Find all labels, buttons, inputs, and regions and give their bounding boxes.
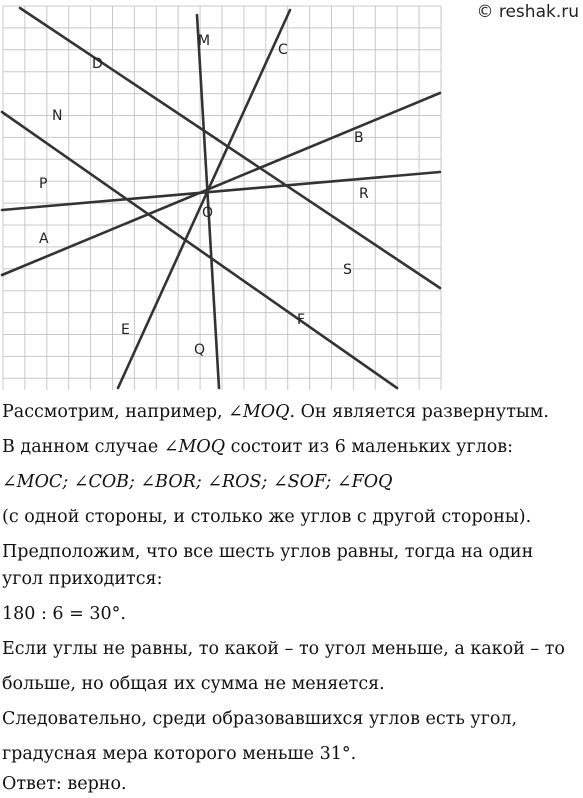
label-R: R — [359, 186, 369, 202]
label-P: P — [39, 176, 48, 192]
text-line-11: градусная мера которого меньше 31°. — [2, 744, 357, 764]
text-line-4: (с одной стороны, и столько же углов с другой стороны). — [2, 507, 532, 527]
rays — [2, 8, 440, 388]
text-line-5: Предположим, что все шесть углов равны, тогда на один — [2, 542, 534, 562]
line-B-A — [2, 93, 440, 275]
label-F: F — [297, 312, 306, 328]
text-line-2: В данном случае ∠MOQ состоит из 6 маленьких углов: — [2, 437, 513, 457]
label-D: D — [92, 56, 103, 72]
text-line-3: ∠MOC; ∠COB; ∠BOR; ∠ROS; ∠SOF; ∠FOQ — [2, 472, 393, 492]
label-O: O — [202, 205, 214, 221]
label-E: E — [121, 322, 130, 338]
site-watermark: © reshak.ru — [476, 2, 579, 22]
label-B: B — [354, 130, 364, 146]
line-R-P — [2, 172, 440, 210]
text-line-8: Если углы не равны, то какой – то угол меньше, а какой – то — [2, 639, 565, 659]
grid — [3, 6, 441, 390]
label-A: A — [39, 231, 49, 247]
text-line-9: больше, но общая их сумма не меняется. — [2, 674, 385, 694]
label-N: N — [52, 108, 63, 124]
label-Q: Q — [194, 342, 206, 358]
label-C: C — [278, 42, 288, 58]
text-line-10: Следовательно, среди образовавшихся углов есть угол, — [2, 709, 518, 729]
text-line-1: Рассмотрим, например, ∠MOQ. Он является развернутым. — [2, 402, 549, 422]
label-S: S — [343, 262, 352, 278]
geometry-figure — [0, 0, 583, 395]
text-line-7: 180 : 6 = 30°. — [2, 604, 126, 624]
text-line-12: Ответ: верно. — [2, 774, 127, 794]
label-M: M — [198, 33, 211, 49]
text-line-6: угол приходится: — [2, 569, 163, 589]
